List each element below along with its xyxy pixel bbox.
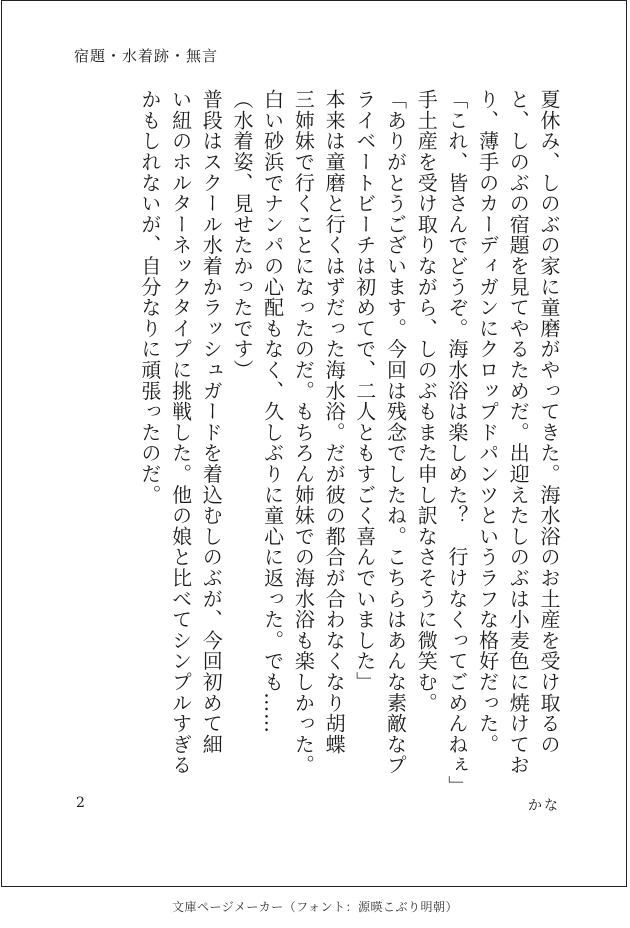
body-line: 普段はスクール水着かラッシュガードを着込むしのぶが、今回初めて細 xyxy=(199,89,224,755)
body-line: 三姉妹で行くことになったのだ。もちろん姉妹での海水浴も楽しかった。 xyxy=(291,89,316,776)
body-text xyxy=(134,89,564,797)
page-number: 2 xyxy=(76,795,85,811)
body-line: 「ありがとうございます。今回は残念でしたね。こちらはあんな素敵なプ xyxy=(383,89,408,776)
body-line: ライベートビーチは初めてで、二人ともすごく喜んでいました」 xyxy=(352,89,377,693)
body-line: と、しのぶの宿題を見てやるためだ。出迎えたしのぶは小麦色に焼けてお xyxy=(506,89,531,776)
generator-caption: 文庫ページメーカー（フォント：源暎こぶり明朝） xyxy=(171,900,459,914)
body-line: かもしれないが、自分なりに頑張ったのだ。 xyxy=(137,89,162,505)
body-line: り、薄手のカーディガンにクロップドパンツというラフな格好だった。 xyxy=(475,89,500,755)
body-line: 「これ、皆さんでどうぞ。海水浴は楽しめた？ 行けなくってごめんねぇ」 xyxy=(444,89,469,797)
page-header-title: 宿題・水着跡・無言 xyxy=(74,47,219,65)
body-line: （水着姿、見せたかったです） xyxy=(229,89,254,381)
page-frame xyxy=(1,0,627,887)
body-line: 本来は童磨と行くはずだった海水浴。だが彼の都合が合わなくなり胡蝶 xyxy=(322,89,347,755)
body-line: 白い砂浜でナンパの心配もなく、久しぶりに童心に返った。でも…… xyxy=(260,89,285,734)
body-line: 手土産を受け取りながら、しのぶもまた申し訳なさそうに微笑む。 xyxy=(414,89,439,713)
body-line: 夏休み、しのぶの家に童磨がやってきた。海水浴のお土産を受け取るの xyxy=(537,89,561,755)
body-line: い紐のホルターネックタイプに挑戦した。他の娘と比べてシンプルすぎる xyxy=(168,89,193,776)
author-name: かな xyxy=(528,798,560,814)
